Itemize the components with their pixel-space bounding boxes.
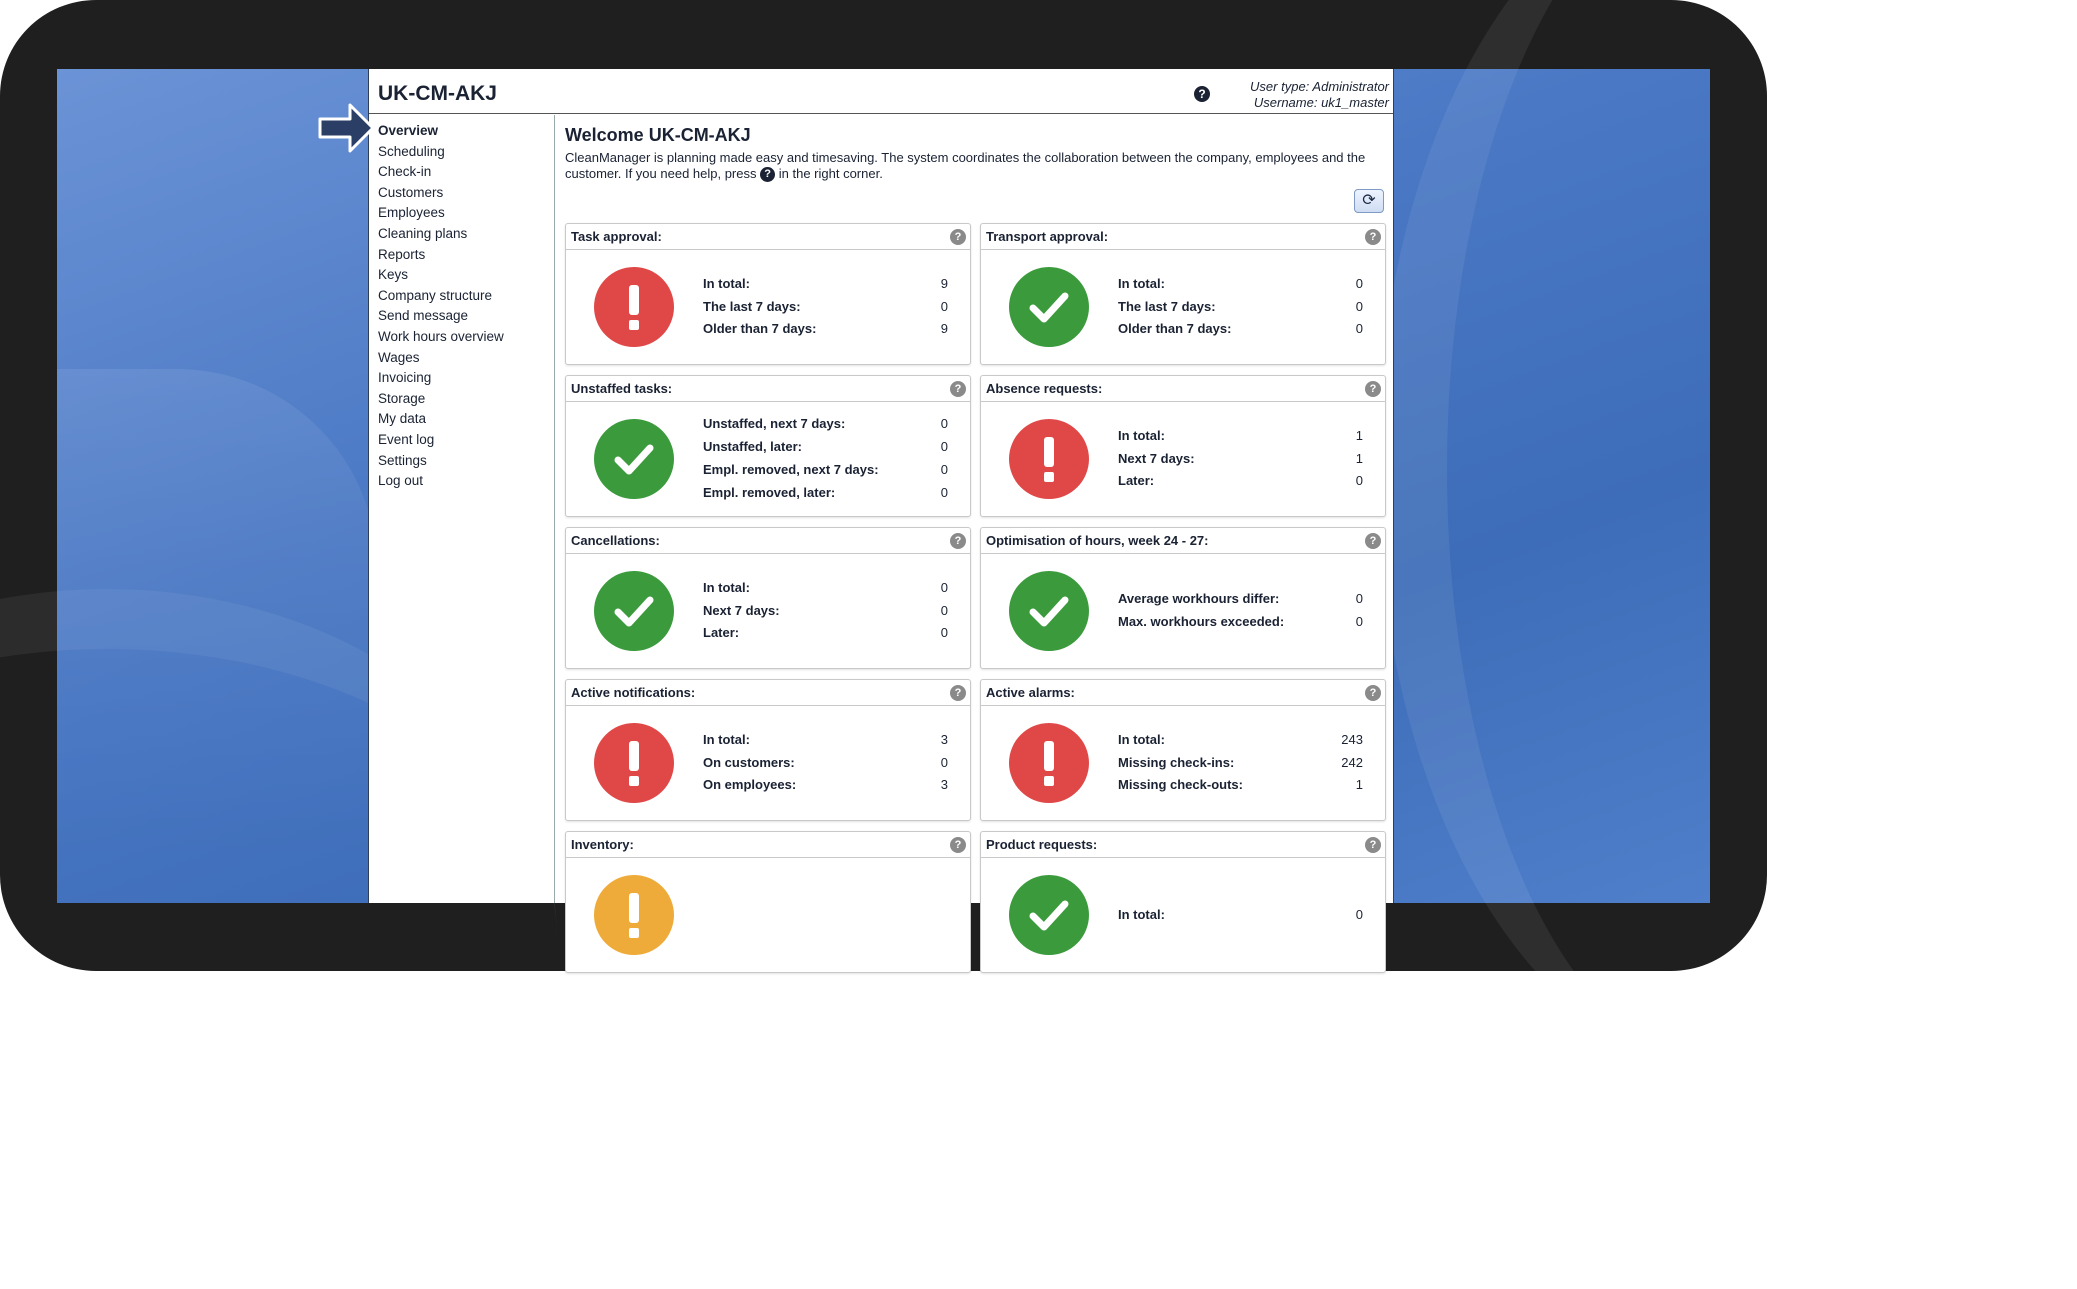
stat-label: In total: (1118, 427, 1165, 443)
help-icon: ? (760, 167, 775, 182)
stat-label: Next 7 days: (703, 602, 780, 618)
stat-value: 1 (1355, 450, 1363, 466)
stat-label: In total: (703, 275, 750, 291)
stat-label: In total: (703, 731, 750, 747)
card-title: Cancellations: (571, 533, 660, 548)
stat-row (703, 577, 948, 600)
card-stats (1118, 528, 1363, 668)
sidebar-item-wages[interactable]: Wages (378, 349, 420, 365)
stat-value: 0 (1355, 298, 1363, 314)
help-icon[interactable]: ? (950, 685, 966, 701)
card-title: Active alarms: (986, 685, 1075, 700)
card-stats (703, 224, 948, 364)
sidebar-item-my-data[interactable]: My data (378, 411, 427, 427)
stat-value: 9 (940, 321, 948, 337)
wallpaper-curve (1377, 0, 2077, 1069)
app-header (369, 69, 1393, 114)
stat-value: 1 (1355, 427, 1363, 443)
stat-row (1118, 611, 1363, 634)
stat-row (703, 482, 948, 505)
sidebar-item-scheduling[interactable]: Scheduling (378, 143, 445, 159)
dashboard-card (565, 679, 971, 821)
stat-value: 1 (1355, 777, 1363, 793)
help-icon[interactable]: ? (1365, 381, 1381, 397)
help-icon[interactable]: ? (1365, 229, 1381, 245)
refresh-button[interactable] (1354, 189, 1384, 213)
help-icon[interactable]: ? (950, 533, 966, 549)
app-title: UK-CM-AKJ (378, 82, 497, 105)
pointer-arrow-icon (318, 102, 376, 154)
card-title: Absence requests: (986, 381, 1103, 396)
stat-row (703, 296, 948, 319)
card-title: Transport approval: (986, 229, 1109, 244)
stat-label: Older than 7 days: (1118, 321, 1232, 337)
sidebar-item-event-log[interactable]: Event log (378, 431, 435, 447)
welcome-text (565, 150, 1391, 182)
stat-label: On customers: (703, 754, 795, 770)
help-icon[interactable]: ? (1365, 685, 1381, 701)
stat-row (1118, 425, 1363, 448)
sidebar-item-overview[interactable]: Overview (378, 123, 439, 138)
stat-label: The last 7 days: (1118, 298, 1216, 314)
stat-row (703, 600, 948, 623)
dashboard-card (565, 831, 971, 973)
stat-value: 0 (940, 602, 948, 618)
stat-value: 243 (1341, 731, 1363, 747)
sidebar-item-customers[interactable]: Customers (378, 184, 444, 200)
sidebar-item-invoicing[interactable]: Invoicing (378, 370, 432, 386)
card-stats (1118, 224, 1363, 364)
status-check-icon (1009, 571, 1089, 651)
stat-value: 0 (940, 625, 948, 641)
sidebar-item-check-in[interactable]: Check-in (378, 164, 432, 180)
help-icon[interactable]: ? (1365, 533, 1381, 549)
help-icon[interactable]: ? (1365, 837, 1381, 853)
sidebar-item-keys[interactable]: Keys (378, 267, 409, 283)
card-stats (1118, 680, 1363, 820)
stat-value: 3 (940, 731, 948, 747)
stat-row (1118, 588, 1363, 611)
stat-row (703, 622, 948, 645)
dashboard-card (980, 223, 1386, 365)
username: Username: uk1_master (1253, 95, 1389, 110)
stat-label: In total: (1118, 731, 1165, 747)
help-icon[interactable]: ? (950, 229, 966, 245)
main-content (556, 115, 1393, 922)
stat-label: Missing check-outs: (1118, 777, 1243, 793)
sidebar-item-send-message[interactable]: Send message (378, 308, 469, 324)
status-exclamation-icon (1009, 419, 1089, 499)
status-check-icon (1009, 875, 1089, 955)
card-stats (1118, 832, 1363, 972)
dashboard-card (980, 679, 1386, 821)
app-window (368, 69, 1394, 922)
sidebar-item-company-structure[interactable]: Company structure (378, 287, 493, 303)
stat-label: Unstaffed, next 7 days: (703, 416, 846, 432)
user-info (1250, 79, 1389, 111)
card-stats (703, 376, 948, 516)
status-check-icon (1009, 267, 1089, 347)
stat-label: Empl. removed, next 7 days: (703, 462, 879, 477)
dashboard-card (980, 375, 1386, 517)
sidebar-item-work-hours-overview[interactable]: Work hours overview (378, 328, 504, 344)
stat-label: In total: (1118, 275, 1165, 291)
stat-row (703, 273, 948, 296)
stat-row (703, 459, 948, 482)
status-exclamation-icon (1009, 723, 1089, 803)
stat-value: 0 (940, 579, 948, 595)
card-stats (1118, 376, 1363, 516)
stat-label: In total: (703, 579, 750, 595)
stat-label: On employees: (703, 777, 797, 793)
stat-value: 0 (1355, 473, 1363, 489)
sidebar-item-log-out[interactable]: Log out (378, 473, 424, 489)
stat-row (703, 318, 948, 341)
sidebar-item-settings[interactable]: Settings (378, 452, 427, 468)
sidebar-item-storage[interactable]: Storage (378, 390, 426, 406)
stat-row (1118, 273, 1363, 296)
stat-row (1118, 318, 1363, 341)
stat-label: Max. workhours exceeded: (1118, 614, 1285, 629)
stat-row (703, 413, 948, 436)
stat-value: 0 (1355, 321, 1363, 337)
dashboard-card (980, 527, 1386, 669)
stat-value: 0 (1355, 614, 1363, 629)
stat-row (1118, 774, 1363, 797)
stat-value: 0 (940, 298, 948, 314)
stat-label: Older than 7 days: (703, 321, 817, 337)
stat-value: 0 (940, 484, 948, 500)
welcome-text-part: CleanManager is planning made easy and timesaving. The system coordinates the collaboration between the company, employees and the customer. If you need help, press (565, 150, 1366, 181)
stat-value: 0 (940, 439, 948, 455)
stat-label: Unstaffed, later: (703, 439, 802, 455)
dashboard-grid (565, 223, 1385, 973)
stat-row (703, 729, 948, 752)
stat-row (703, 752, 948, 775)
status-check-icon (594, 419, 674, 499)
status-exclamation-icon (594, 723, 674, 803)
refresh-icon: ⟳ (1362, 192, 1376, 209)
stat-row (1118, 470, 1363, 493)
page-title: Welcome UK-CM-AKJ (565, 125, 751, 145)
wallpaper-curve (57, 369, 377, 869)
card-stats (703, 832, 948, 972)
stat-value: 0 (1355, 591, 1363, 607)
card-stats (703, 680, 948, 820)
stat-label: In total: (1118, 906, 1165, 922)
stat-label: The last 7 days: (703, 298, 801, 314)
stat-value: 0 (940, 754, 948, 770)
card-title: Product requests: (986, 837, 1098, 852)
stat-value: 242 (1341, 754, 1363, 770)
stat-label: Average workhours differ: (1118, 591, 1280, 607)
stat-row (1118, 752, 1363, 775)
help-icon[interactable]: ? (950, 381, 966, 397)
stat-value: 3 (940, 777, 948, 793)
stat-value: 0 (1355, 906, 1363, 922)
stat-row (703, 436, 948, 459)
stat-row (703, 774, 948, 797)
card-title: Active notifications: (571, 685, 696, 700)
stat-value: 0 (1355, 275, 1363, 291)
stat-value: 0 (940, 462, 948, 477)
sidebar-item-employees[interactable]: Employees (378, 205, 445, 221)
dashboard-card (565, 375, 971, 517)
dashboard-card (565, 223, 971, 365)
status-exclamation-icon (594, 875, 674, 955)
status-check-icon (594, 571, 674, 651)
card-title: Unstaffed tasks: (571, 381, 673, 396)
dashboard-card (565, 527, 971, 669)
status-exclamation-icon (594, 267, 674, 347)
user-type: User type: Administrator (1250, 79, 1389, 94)
desktop-background (57, 69, 1710, 922)
sidebar-nav (369, 115, 555, 903)
stat-label: Empl. removed, later: (703, 484, 836, 500)
card-title: Inventory: (571, 837, 634, 852)
stat-label: Later: (1118, 473, 1155, 489)
stat-row (1118, 448, 1363, 471)
stat-row (1118, 296, 1363, 319)
card-title: Optimisation of hours, week 24 - 27: (986, 533, 1209, 548)
card-stats (703, 528, 948, 668)
stat-row (1118, 729, 1363, 752)
help-icon[interactable]: ? (1194, 86, 1210, 102)
sidebar-item-reports[interactable]: Reports (378, 246, 426, 262)
welcome-text-part: in the right corner. (778, 166, 883, 181)
stat-label: Next 7 days: (1118, 450, 1195, 466)
sidebar-item-cleaning-plans[interactable]: Cleaning plans (378, 225, 468, 241)
stat-label: Later: (703, 625, 740, 641)
help-icon[interactable]: ? (950, 837, 966, 853)
stat-value: 9 (940, 275, 948, 291)
stat-label: Missing check-ins: (1118, 754, 1235, 770)
stat-value: 0 (940, 416, 948, 432)
card-title: Task approval: (571, 229, 662, 244)
dashboard-card (980, 831, 1386, 973)
stat-row (1118, 904, 1363, 927)
